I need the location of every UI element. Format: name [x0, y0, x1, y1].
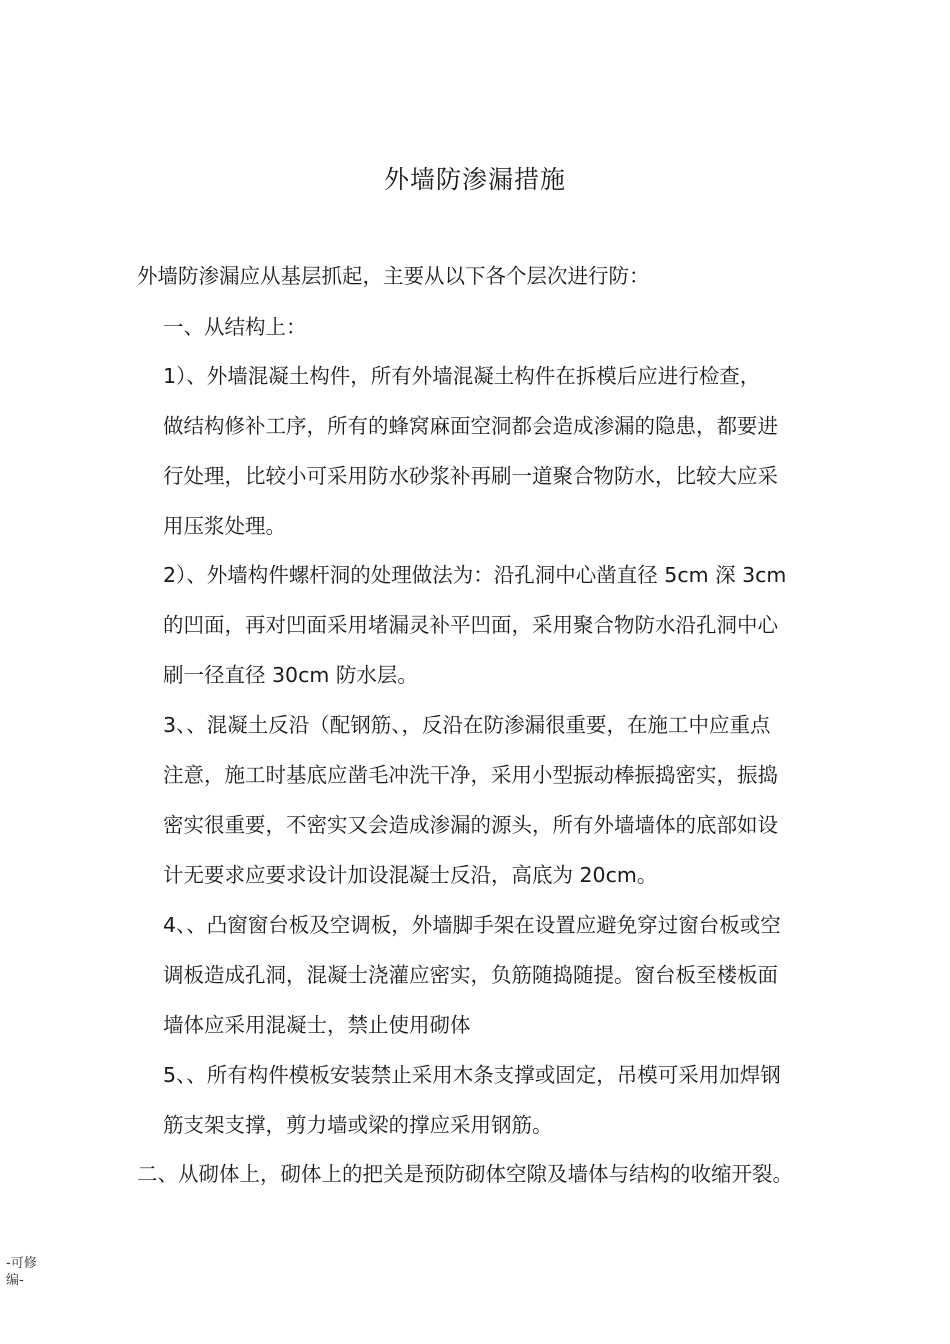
- item-5-line-2: 筋支架支撑，剪力墙或梁的撑应采用钢筋。: [163, 1113, 553, 1137]
- intro-paragraph: 外墙防渗漏应从基层抓起，主要从以下各个层次进行防：: [137, 264, 650, 288]
- item-4-line-1: 4、、凸窗窗台板及空调板，外墙脚手架在设置应避免穿过窗台板或空: [163, 913, 781, 937]
- item-1-line-3: 行处理，比较小可采用防水砂浆补再刷一道聚合物防水，比较大应采: [163, 464, 778, 488]
- item-1-line-1: 1）、外墙混凝土构件，所有外墙混凝土构件在拆模后应进行检查，: [163, 364, 761, 388]
- section-2-heading: 二、从砌体上，砌体上的把关是预防砌体空隙及墙体与结构的收缩开裂。: [137, 1162, 793, 1186]
- item-4-line-2: 调板造成孔洞，混凝士浇灌应密实，负筋随捣随提。窗台板至楼板面: [163, 963, 778, 987]
- item-1-line-2: 做结构修补工序，所有的蜂窝麻面空洞都会造成渗漏的隐患，都要进: [163, 414, 778, 438]
- item-1-line-4: 用压浆处理。: [163, 514, 286, 538]
- item-5-line-1: 5、、所有构件模板安装禁止采用木条支撑或固定，吊模可采用加焊钢: [163, 1063, 781, 1087]
- item-3-line-4: 计无要求应要求设计加设混凝士反沿，高底为 20cm。: [163, 863, 658, 887]
- footer-line-2: 编-: [6, 1273, 24, 1288]
- footer-line-1: -可修: [6, 1256, 37, 1271]
- document-title: 外墙防渗漏措施: [383, 165, 566, 194]
- item-3-line-3: 密实很重要，不密实又会造成渗漏的源头，所有外墙墙体的底部如设: [163, 813, 778, 837]
- item-4-line-3: 墙体应采用混凝士，禁止使用砌体: [163, 1013, 471, 1037]
- item-3-line-2: 注意，施工时基底应凿毛冲洗干净，采用小型振动棒振捣密实，振捣: [163, 763, 778, 787]
- item-2-line-3: 刷一径直径 30cm 防水层。: [163, 663, 418, 687]
- item-3-line-1: 3、、混凝土反沿（配钢筋、，反沿在防渗漏很重要，在施工中应重点: [163, 713, 771, 737]
- section-1-heading: 一、从结构上：: [163, 315, 307, 339]
- item-2-line-1: 2）、外墙构件螺杆洞的处理做法为：沿孔洞中心凿直径 5cm 深 3cm: [163, 563, 787, 587]
- item-2-line-2: 的凹面，再对凹面采用堵漏灵补平凹面，采用聚合物防水沿孔洞中心: [163, 613, 778, 637]
